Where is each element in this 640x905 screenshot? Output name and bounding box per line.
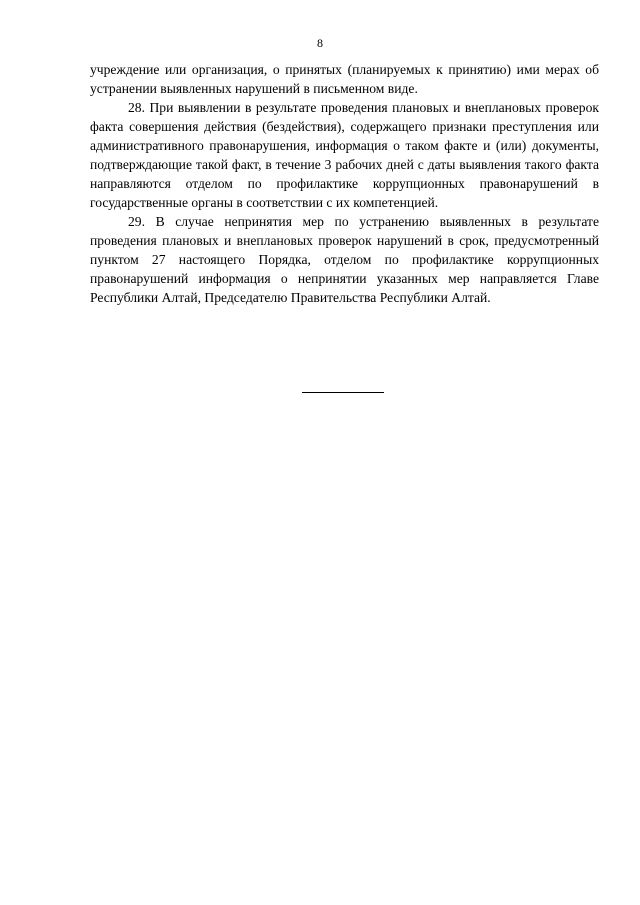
paragraph-item-28: 28. При выявлении в результате проведения плановых и внеплановых проверок факта совершения действия (бездействия), содержащего признаки преступления или административного правонарушения, информация о таком факте и (или) документы, подтверждающие такой факт, в течение 3 рабочих дней с даты выявления такого факта направляются отделом по профилактике коррупционных правонарушений в государственные органы в соответствии с их компетенцией. <box>90 100 599 210</box>
paragraph-item-29: 29. В случае непринятия мер по устранению выявленных в результате проведения плановых и внеплановых проверок нарушений в срок, предусмотренный пунктом 27 настоящего Порядка, отделом по профилактике коррупционных правонарушений информация о непринятии указанных мер направляется Главе Республики Алтай, Председателю Правительства Республики Алтай. <box>90 214 599 305</box>
end-separator-line <box>302 392 384 393</box>
page-number: 8 <box>317 36 323 50</box>
paragraph-continuation: учреждение или организация, о принятых (планируемых к принятию) ими мерах об устранении выявленных нарушений в письменном виде. <box>90 62 599 96</box>
document-body <box>90 60 599 307</box>
